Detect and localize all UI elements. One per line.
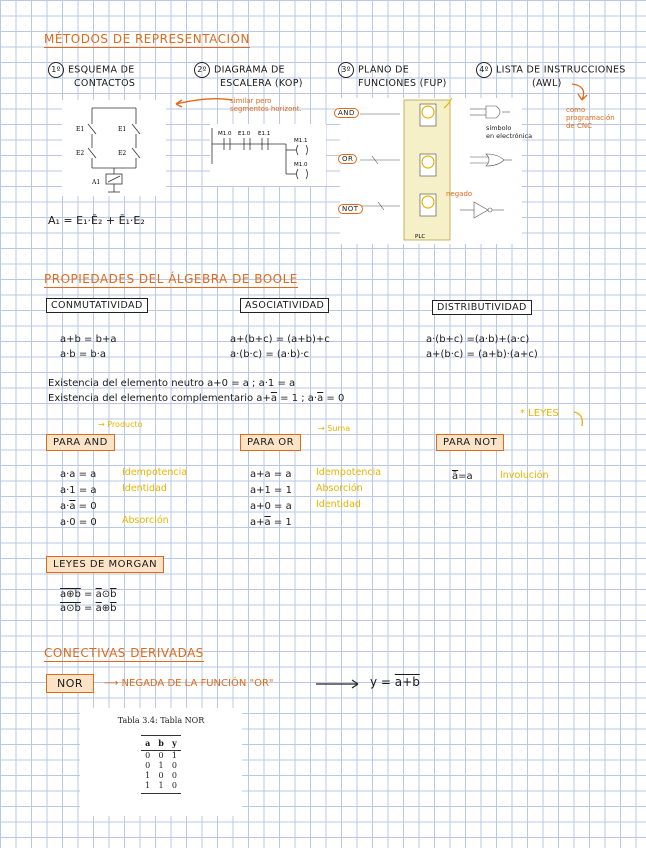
nor-table-header-row [141, 736, 181, 751]
method-2-note-b: segmentos horizont. [230, 105, 302, 113]
nor-description-text: NEGADA DE LA FUNCIÓN "OR" [121, 678, 274, 689]
not-eq-1a: $\overline{ā}$ [452, 471, 459, 482]
morgan-eq-2b: = [80, 603, 96, 614]
table-cell: 0 [168, 781, 181, 794]
section-title-conectivas: CONECTIVAS DERIVADAS [44, 646, 204, 660]
not-eq-1b: =a [458, 471, 473, 482]
and-eq-2: a·1 = a [60, 485, 97, 496]
or-eq-3: a+0 = a [250, 501, 292, 512]
para-not-header: PARA NOT [436, 434, 504, 451]
table-cell: 1 [154, 781, 168, 794]
coil-label: A1 [92, 179, 101, 186]
ladder-diagram [210, 124, 326, 186]
morgan-eq-2e: $\overline{b}$ [110, 603, 117, 614]
nor-table-panel [80, 708, 242, 816]
ladder-label-e11: E1.1 [258, 131, 271, 137]
exist-complementario [48, 392, 344, 405]
fup-diagram-svg [340, 98, 522, 244]
method-1-title [48, 62, 135, 90]
morgan-eq-2a: a⊙b [60, 603, 81, 614]
fup-not-badge: NOT [338, 204, 363, 214]
table-cell: 1 [141, 781, 154, 794]
or-eq-4a: a+ [250, 517, 265, 528]
method-4-note-a: como [566, 106, 586, 114]
fup-or-badge: OR [338, 154, 357, 164]
para-and-header: PARA AND [46, 434, 115, 451]
method-2-title-b: ESCALERA (KOP) [220, 78, 303, 89]
exist-comp-c: = 1 ; a· [276, 393, 318, 404]
conm-eq-1: a+b = b+a [60, 334, 117, 345]
ladder-label-m11: M1.1 [294, 138, 308, 144]
exist-comp-d: $\overline{a}$ [317, 393, 324, 404]
dist-eq-2: a+(b·c) = (a+b)·(a+c) [426, 349, 538, 360]
exist-comp-e: = 0 [323, 393, 345, 404]
exist-neutro: Existencia del elemento neutro a+0 = a ; a·1 = a [48, 378, 296, 389]
or-eq-2: a+1 = 1 [250, 485, 292, 496]
exist-comp-b: $\overline{a}$ [270, 393, 277, 404]
nor-table-caption: Tabla 3.4: Tabla NOR [117, 716, 205, 725]
and-law-1: Idempotencia [122, 467, 188, 478]
nor-table-header-a: a [141, 736, 154, 751]
method-4-arrow [568, 82, 592, 104]
ladder-label-e10: E1.0 [238, 131, 251, 137]
method-1-title-a: ESQUEMA DE [68, 64, 135, 76]
ladder-label-m10: M1.0 [218, 131, 232, 137]
leyes-bracket [572, 410, 588, 430]
and-law-3: Absorción [122, 515, 169, 526]
and-eq-1: a·a = a [60, 469, 97, 480]
method-4-note-c: de CNC [566, 122, 592, 130]
and-eq-3 [60, 500, 97, 513]
nor-table-body [141, 751, 181, 794]
method-4-number: 4º [476, 62, 492, 78]
ladder-label-m10b: M1.0 [294, 162, 308, 168]
and-eq-3c: = 0 [75, 501, 97, 512]
contact-e1-right: E1 [118, 126, 127, 133]
method-1-number: 1º [48, 62, 64, 78]
and-law-2: Identidad [122, 483, 167, 494]
morgan-header: LEYES DE MORGAN [46, 556, 164, 573]
or-law-1: Idempotencia [316, 467, 382, 478]
contact-diagram [62, 100, 166, 196]
method-1-title-b: CONTACTOS [74, 78, 136, 89]
method-4-note-b: programación [566, 114, 615, 122]
or-law-2: Absorción [316, 483, 363, 494]
fup-diagram [340, 98, 522, 244]
nor-header: NOR [46, 674, 94, 693]
table-row [141, 761, 181, 771]
asociatividad-header: ASOCIATIVIDAD [240, 298, 329, 313]
para-or-header: PARA OR [240, 434, 301, 451]
ladder-diagram-svg [210, 124, 326, 186]
fup-symbol-note-a: símbolo [486, 124, 512, 132]
producto-tag-text: Producto [107, 420, 143, 429]
nor-formula-b: a+b [394, 675, 420, 689]
method-2-title-a: DIAGRAMA DE [214, 64, 285, 76]
morgan-eq-1a: a⊕b [60, 589, 81, 600]
suma-tag: → Suma [318, 424, 351, 433]
table-row [141, 771, 181, 781]
method-4-title-a: LISTA DE INSTRUCCIONES [496, 64, 626, 76]
contact-e1-left: E1 [76, 126, 85, 133]
method-3-title-a: PLANO DE [358, 64, 410, 76]
and-eq-4: a·0 = 0 [60, 517, 97, 528]
asoc-eq-2: a·(b·c) = (a·b)·c [230, 349, 310, 360]
nor-table-header-y: y [168, 736, 181, 751]
table-row [141, 751, 181, 762]
producto-tag: → Producto [98, 420, 143, 429]
or-eq-4b: $\overline{a}$ [264, 517, 271, 528]
method-2-note [230, 97, 302, 113]
section-title-representation: MÉTODOS DE REPRESENTACIÓN [44, 32, 250, 46]
morgan-eq-1d: ⊙ [101, 589, 111, 600]
suma-tag-text: Suma [327, 424, 351, 433]
exist-comp-a: Existencia del elemento complementario a+ [48, 393, 271, 404]
plc-label: PLC [415, 234, 426, 240]
or-eq-4 [250, 516, 292, 529]
nor-arrow [314, 678, 362, 690]
contact-diagram-svg [62, 100, 166, 196]
morgan-eq-1c: $\overline{a}$ [95, 589, 102, 600]
fup-symbol-note-b: en electrónica [486, 132, 533, 140]
not-law-1: Involución [500, 470, 549, 481]
fup-symbol-note [486, 124, 532, 140]
contact-e2-right: E2 [118, 150, 127, 157]
table-cell: 0 [158, 771, 164, 780]
method-3-number: 3º [338, 62, 354, 78]
conm-eq-2: a·b = b·a [60, 349, 107, 360]
nor-table-header-b: b [154, 736, 168, 751]
contact-formula: A₁ = E₁·Ē₂ + Ē₁·E₂ [48, 214, 145, 227]
contact-e2-left: E2 [76, 150, 85, 157]
or-eq-1: a+a = a [250, 469, 292, 480]
table-cell: 0 [171, 771, 177, 780]
or-eq-4c: = 1 [270, 517, 292, 528]
and-eq-3a: a· [60, 501, 70, 512]
table-row [141, 781, 181, 794]
distributividad-header: DISTRIBUTIVIDAD [432, 300, 532, 315]
fup-and-badge: AND [334, 108, 359, 118]
table-cell: 1 [145, 771, 151, 780]
nor-table [141, 735, 181, 794]
method-4-note [566, 106, 615, 130]
nor-formula [370, 676, 420, 689]
method-2-arrow [170, 94, 234, 110]
method-3-title [338, 62, 447, 90]
asoc-eq-1: a+(b+c) = (a+b)+c [230, 334, 330, 345]
method-2-title [194, 62, 303, 90]
morgan-eq-1 [60, 588, 117, 601]
nor-formula-a: y = [370, 675, 395, 689]
table-cell: 1 [158, 761, 164, 770]
table-cell: 0 [171, 761, 177, 770]
and-eq-3b: $\overline{a}$ [69, 501, 76, 512]
morgan-eq-2 [60, 602, 117, 615]
section-title-boole: PROPIEDADES DEL ÁLGEBRA DE BOOLE [44, 272, 298, 286]
nor-description: ⟶ NEGADA DE LA FUNCIÓN "OR" [104, 678, 274, 689]
morgan-eq-1b: = [80, 589, 96, 600]
table-cell: 0 [145, 761, 151, 770]
morgan-eq-1e: $\overline{b}$ [110, 589, 117, 600]
morgan-eq-2c: $\overline{a}$ [95, 603, 102, 614]
morgan-eq-2d: ⊕ [101, 603, 111, 614]
method-2-number: 2º [194, 62, 210, 78]
method-4-title-b: (AWL) [532, 78, 562, 89]
table-cell: 0 [158, 751, 164, 760]
table-cell: 0 [145, 751, 151, 760]
method-4-title [476, 62, 626, 90]
method-3-title-b: FUNCIONES (FUP) [358, 78, 447, 89]
not-eq-1 [452, 470, 473, 483]
table-cell: 1 [171, 751, 177, 760]
or-law-3: Identidad [316, 499, 361, 510]
method-2-note-a: similar pero [230, 97, 272, 105]
fup-negado-note: negado [446, 190, 473, 198]
dist-eq-1: a·(b+c) =(a·b)+(a·c) [426, 334, 530, 345]
conmutatividad-header: CONMUTATIVIDAD [46, 298, 148, 313]
leyes-note: * LEYES [520, 408, 559, 419]
